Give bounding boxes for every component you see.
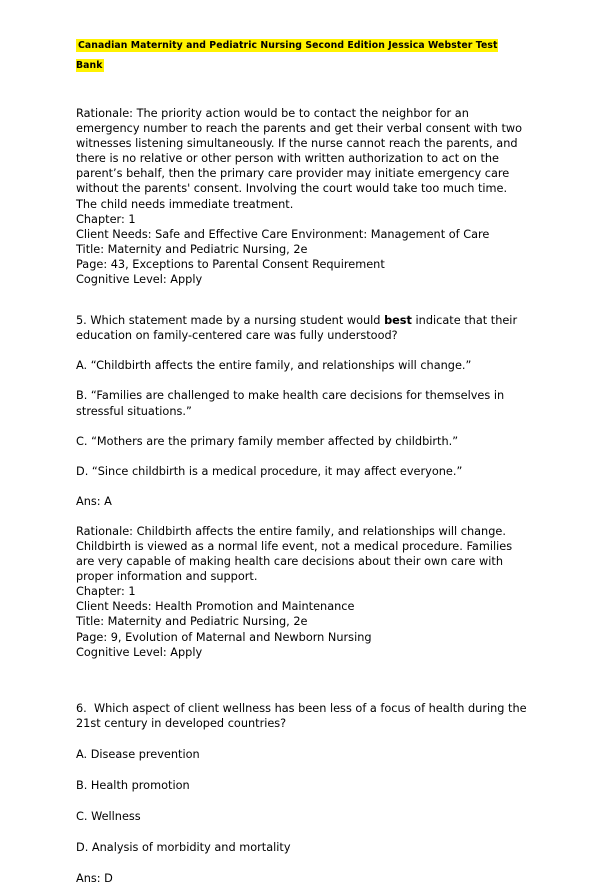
spacer — [76, 793, 528, 809]
q5-chapter: Chapter: 1 — [76, 585, 136, 599]
spacer — [76, 449, 528, 464]
q5-cognitive-level: Cognitive Level: Apply — [76, 645, 203, 659]
spacer — [76, 479, 528, 494]
spacer — [76, 686, 528, 701]
spacer — [76, 343, 528, 358]
q4-page: Page: 43, Exceptions to Parental Consent Requirement — [76, 257, 385, 271]
spacer — [76, 509, 528, 524]
q4-title: Title: Maternity and Pediatric Nursing, 2e — [76, 242, 308, 256]
q5-answer: Ans: A — [76, 494, 112, 508]
q5-client-needs: Client Needs: Health Promotion and Maintenance — [76, 600, 355, 614]
q5-stem-part2: indicate that their education on family-centered care was fully understood? — [76, 314, 521, 343]
q5-rationale-text: Rationale: Childbirth affects the entire family, and relationships will change. Childbirth is viewed as a normal life event, not a medical procedure. Families are very capable of making health care decisions about their own care with proper information and support. — [76, 524, 516, 584]
q5-page: Page: 9, Evolution of Maternal and Newborn Nursing — [76, 630, 372, 644]
q6-option-a: A. Disease prevention — [76, 747, 200, 761]
q4-cognitive-level: Cognitive Level: Apply — [76, 273, 203, 287]
q5-option-a: A. “Childbirth affects the entire family, and relationships will change.” — [76, 359, 472, 373]
q5-title: Title: Maternity and Pediatric Nursing, 2e — [76, 615, 308, 629]
q6-stem: 6. Which aspect of client wellness has been less of a focus of health during the 21st century in developed countries? — [76, 701, 531, 730]
spacer — [76, 731, 528, 747]
q5-stem-part1: 5. Which statement made by a nursing student would — [76, 314, 385, 328]
document-body — [76, 106, 531, 886]
question-4-rationale-block — [76, 106, 528, 287]
q5-option-c: C. “Mothers are the primary family member affected by childbirth.” — [76, 434, 459, 448]
document-title-text: Canadian Maternity and Pediatric Nursing Second Edition Jessica Webster Test Bank — [76, 40, 498, 71]
q5-stem-emphasis: best — [384, 314, 412, 328]
q4-client-needs: Client Needs: Safe and Effective Care Environment: Management of Care — [76, 227, 490, 241]
document-title-banner — [76, 33, 524, 73]
spacer — [76, 762, 528, 778]
q6-option-c: C. Wellness — [76, 810, 141, 824]
q5-stem — [76, 313, 528, 343]
q6-answer: Ans: D — [76, 872, 113, 886]
q5-option-b: B. “Families are challenged to make health care decisions for themselves in stressful situations.” — [76, 389, 508, 418]
spacer — [76, 824, 528, 840]
question-5-block — [76, 313, 528, 660]
q6-option-d: D. Analysis of morbidity and mortality — [76, 841, 291, 855]
spacer — [76, 419, 528, 434]
q5-option-d: D. “Since childbirth is a medical procedure, it may affect everyone.” — [76, 464, 463, 478]
spacer — [76, 855, 528, 871]
q6-option-b: B. Health promotion — [76, 779, 190, 792]
q4-rationale-text: Rationale: The priority action would be to contact the neighbor for an emergency number to reach the parents and get their verbal consent with two witnesses listening simultaneously. If the nurse cannot reach the parents, and there is no relative or other person with written authorization to act on the parent’s behalf, then the primary care provider may initiate emergency care without the parents' consent. Involving the court would take too much time. The child needs immediate treatment. — [76, 107, 526, 211]
q4-chapter: Chapter: 1 — [76, 212, 136, 226]
spacer — [76, 660, 528, 686]
spacer — [76, 287, 528, 313]
question-6-block — [76, 701, 531, 886]
spacer — [76, 373, 528, 388]
